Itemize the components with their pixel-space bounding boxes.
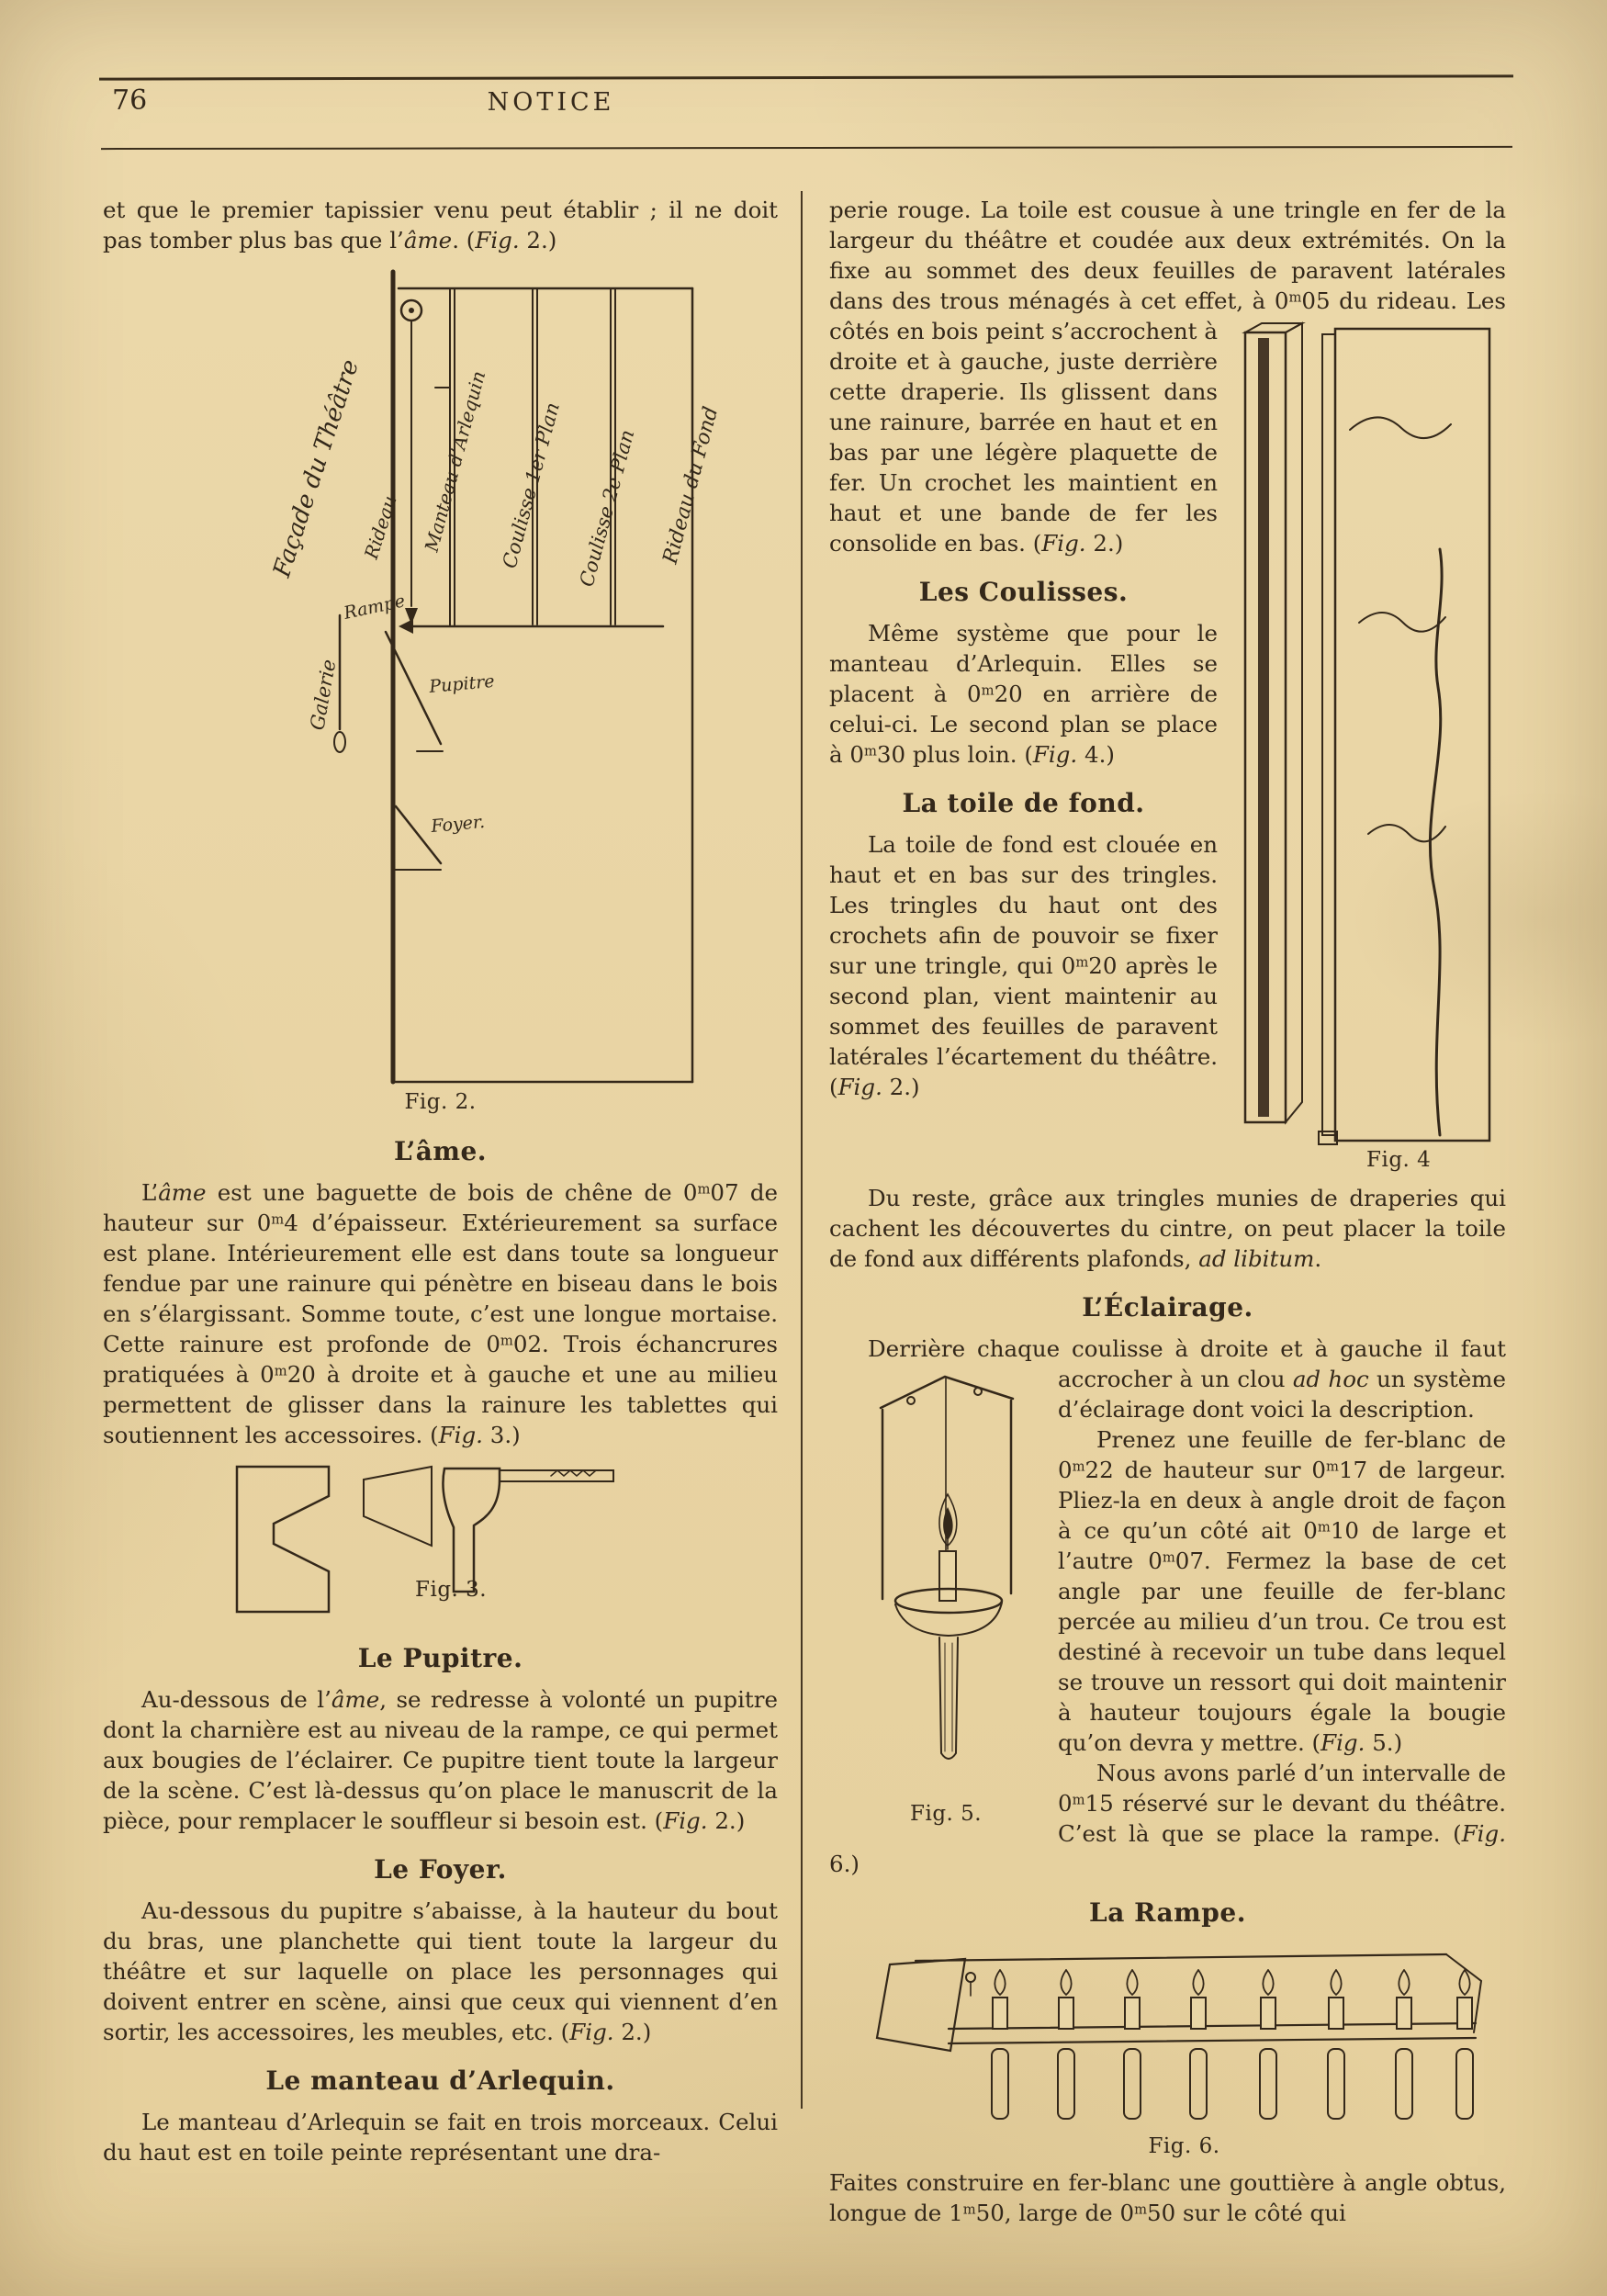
paragraph-intro: et que le premier tapissier venu peut établir ; il ne doit pas tomber plus bas que l’âme. (Fig. 2.) <box>103 197 778 253</box>
section-heading-coulisses: Les Coulisses. <box>918 577 1129 607</box>
fig2-label-rampe: Rampe <box>342 591 408 624</box>
paragraph-nous: Nous avons parlé d’un intervalle de 0$^m$15 réservé sur le devant du théâtre. C’est là que se place la rampe. (Fig. 6.) <box>829 1760 1506 1877</box>
page-number: 76 <box>112 84 148 117</box>
fig2-label-pupitre: Pupitre <box>428 670 496 697</box>
figure-5-candle-holder <box>829 1367 1045 1831</box>
fig2-label-manteau: Manteau d’Arlequin <box>420 368 490 555</box>
fig2-label-galerie: Galerie <box>306 658 341 732</box>
fig2-label-coulisse1: Coulisse 1er Plan <box>498 400 564 571</box>
paragraph-ame: L’âme est une baguette de bois de chêne de 0$^m$07 de hauteur sur 0$^m$4 d’épaisseur. Extérieurement sa surface est plane. Intérieurement elle est dans toute sa longueur fendue par une rainure qui pénètre en biseau dans le bois en s’élargissant. Somme toute, c’est une longue mortaise. Cette rainure est profonde de 0$^m$02. Trois échancrures pratiquées à 0$^m$20 à droite et à gauche et une au milieu permettent de glisser dans la rainure les tablettes qui soutiennent les accessoires. (Fig. 3.) <box>103 1179 778 1448</box>
right-column <box>829 195 1506 2228</box>
fig3-caption: Fig. 3. <box>415 1578 488 1602</box>
section-heading-ame: L’âme. <box>393 1136 488 1166</box>
paragraph-foyer: Au-dessous du pupitre s’abaisse, à la hauteur du bout du bras, une planchette qui tient toute la largeur du théâtre et sur laquelle on place les personnages qui doivent entrer en scène, ainsi que ceux qui viennent d’en sortir, les accessoires, les meubles, etc. (Fig. 2.) <box>103 1897 778 2045</box>
paragraph-toile: La toile de fond est clouée en haut et en bas sur des tringles. Les tringles du haut ont des crochets afin de pouvoir se fixer sur une tringle, qui 0$^m$20 après le second plan, vient maintenir au sommet des feuilles de paravent latérales l’écartement du théâtre. (Fig. 2.) <box>829 831 1218 1100</box>
header-rule-bottom <box>101 146 1512 150</box>
fig6-caption: Fig. 6. <box>1148 2134 1220 2158</box>
section-heading-pupitre: Le Pupitre. <box>357 1643 523 1673</box>
paragraph-du-reste: Du reste, grâce aux tringles munies de draperies qui cachent les découvertes du cintre, on peut placer la toile de fond aux différents plafonds, ad libitum. <box>829 1185 1506 1272</box>
paragraph-pupitre: Au-dessous de l’âme, se redresse à volonté un pupitre dont la charnière est au niveau de la rampe, ce qui permet aux bougies de l’éclairer. Ce pupitre tient toute la largeur de la scène. C’est là-dessus qu’on place le manuscrit de la pièce, pour remplacer le souffleur si besoin est. (Fig. 2.) <box>103 1686 778 1834</box>
paragraph-manteau: Le manteau d’Arlequin se fait en trois morceaux. Celui du haut est en toile peinte représentant une dra- <box>103 2109 778 2166</box>
running-title: NOTICE <box>487 88 615 117</box>
figure-2-theatre-plan <box>103 266 778 1118</box>
column-divider-rule <box>801 191 803 2109</box>
fig2-label-rideau: Rideau <box>359 492 401 562</box>
section-heading-toile: La toile de fond. <box>902 788 1145 818</box>
section-heading-foyer: Le Foyer. <box>374 1854 507 1885</box>
figure-4-coulisse <box>1231 320 1506 1176</box>
eclairage-text-part2: accrocher à un clou ad hoc un système d’éclairage dont voici la description. <box>1058 1366 1506 1423</box>
fig6-drawing <box>862 1942 1496 2124</box>
section-heading-manteau: Le manteau d’Arlequin. <box>265 2065 615 2096</box>
figure-6-footlights <box>862 1942 1506 2162</box>
fig2-drawing <box>209 266 724 1086</box>
fig4-caption: Fig. 4 <box>1366 1148 1432 1172</box>
fig2-label-coulisse2: Coulisse 2e Plan <box>575 427 639 590</box>
section-heading-rampe: La Rampe. <box>1089 1897 1246 1928</box>
paragraph-prenez: Prenez une feuille de fer-blanc de 0$^m$22 de hauteur sur 0$^m$17 de largeur. Pliez-la en deux à angle droit de façon à ce qu’un côté ait 0$^m$10 de large et l’autre 0$^m$07. Fermez la base de cet angle par une feuille de fer-blanc percée au milieu d’un trou. Ce trou est destiné à recevoir un tube dans lequel se trouve un ressort qui doit maintenir à hauteur toujours égale la bougie qu’on devra y mettre. (Fig. 5.) <box>1058 1426 1506 1756</box>
eclairage-text-part1: Derrière chaque coulisse à droite et à gauche il faut <box>868 1335 1506 1362</box>
fig6-candles <box>992 1970 1473 2119</box>
fig5-drawing <box>868 1367 1074 1783</box>
fig2-label-fond: Rideau du Fond <box>658 404 724 567</box>
fig4-drawing <box>1231 320 1497 1149</box>
drapery-text-part1: perie rouge. La toile est cousue à une tringle en fer de la largeur du théâtre et coudée aux deux extrémités. On la fixe au sommet des deux feuilles de paravent latérales dans des trous ménagés à cet effet, à 0$^m$05 du rideau. <box>829 197 1506 314</box>
header-rule-top <box>99 74 1513 80</box>
fig2-label-facade: Façade du Théâtre <box>268 355 365 581</box>
drapery-text-part2: Les côtés en bois peint s’accrochent à droite et à gauche, juste derrière cette draperie. Ils glissent dans une rainure, barrée en haut et en bas par une légère plaquette de fer. Un crochet les maintient en haut et une bande de fer les consolide en bas. (Fig. 2.) <box>829 287 1506 557</box>
paragraph-final: Faites construire en fer-blanc une gouttière à angle obtus, longue de 1$^m$50, large de 0$^m$50 sur le côté qui <box>829 2169 1506 2226</box>
fig2-label-foyer: Foyer. <box>430 811 486 837</box>
section-heading-eclairage: L’Éclairage. <box>1082 1292 1253 1322</box>
paragraph-coulisses: Même système que pour le manteau d’Arlequin. Elles se placent à 0$^m$20 en arrière de celui-ci. Le second plan se place à 0$^m$30 plus loin. (Fig. 4.) <box>829 620 1218 768</box>
figure-3-ame-profiles <box>103 1459 778 1625</box>
fig5-caption: Fig. 5. <box>910 1802 983 1826</box>
left-column <box>103 195 778 2167</box>
fig2-caption: Fig. 2. <box>404 1090 477 1114</box>
